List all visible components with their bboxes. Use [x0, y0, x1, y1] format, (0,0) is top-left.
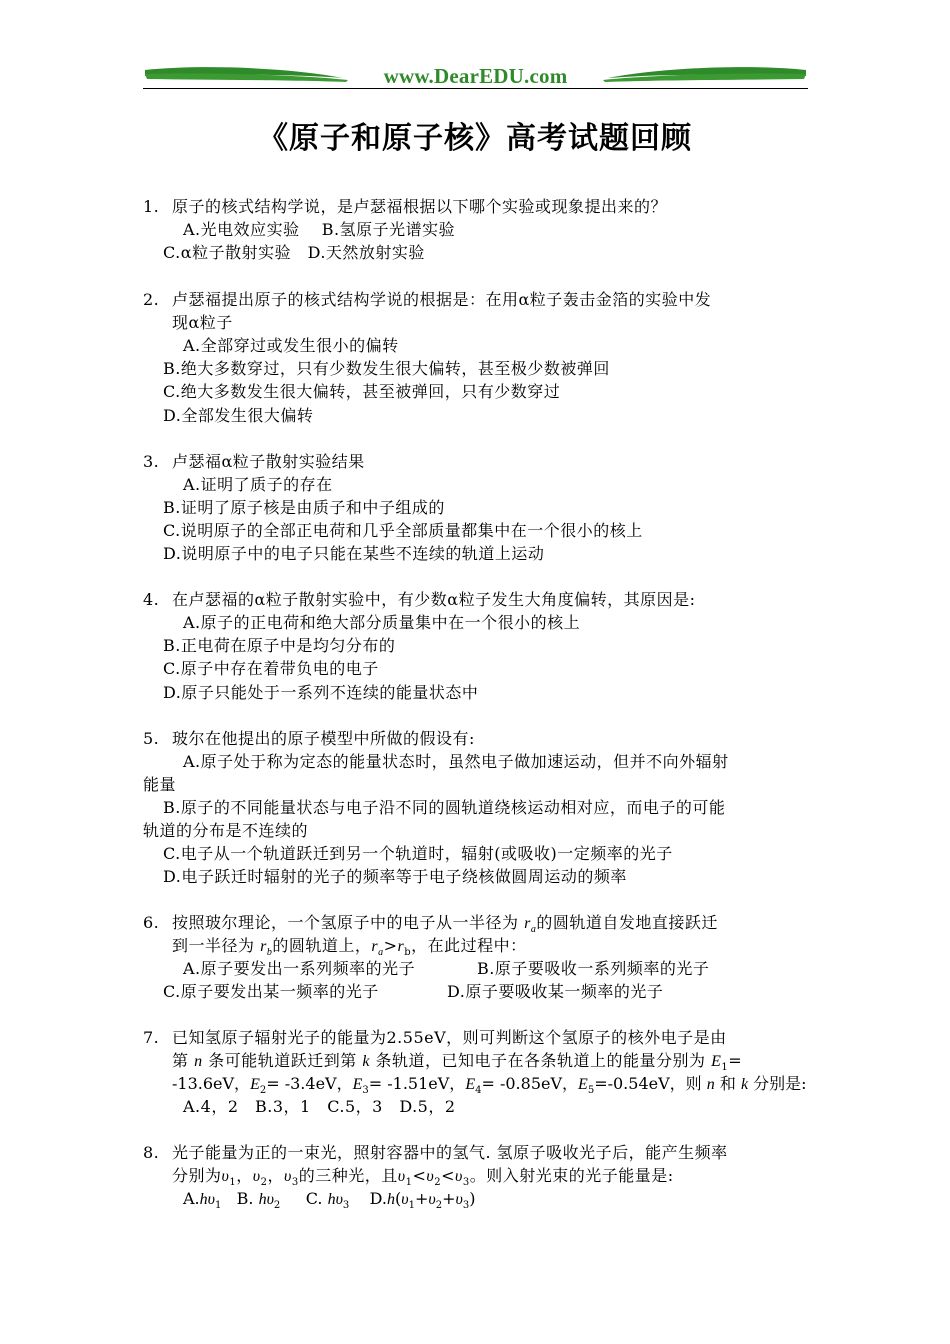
answer-options: A.4，2 B.3，1 C.5，3 D.5，2 [183, 1097, 456, 1116]
question-text: 卢瑟福α粒子散射实验结果 [172, 452, 365, 471]
answer-options: C.α粒子散射实验 D.天然放射实验 [163, 243, 425, 262]
question-text: 原子的核式结构学说，是卢瑟福根据以下哪个实验或现象提出来的？ [172, 197, 668, 216]
answer-option: D.原子要吸收某一频率的光子 [447, 982, 664, 1001]
question-number: 5. [143, 729, 160, 748]
answer-option: D.全部发生很大偏转 [163, 406, 314, 425]
question-number: 1. [143, 197, 160, 216]
answer-option-label: A. [183, 1189, 200, 1208]
question-text-part: = -0.85eV， [481, 1074, 579, 1093]
question-text-part: 条可能轨道跃迁到第 [208, 1051, 357, 1070]
question-text-part: 的圆轨道自发地直接跃迁 [536, 913, 718, 932]
site-header-banner [143, 62, 808, 94]
question-text-part: 条轨道，已知电子在各条轨道上的能量分别为 [375, 1051, 706, 1070]
answer-option: C.原子要发出某一频率的光子 [163, 982, 379, 1001]
question-text-part: 到一半径为 [172, 936, 255, 955]
answer-option: B.原子的不同能量状态与电子沿不同的圆轨道绕核运动相对应，而电子的可能 [163, 798, 726, 817]
question-text: 在卢瑟福的α粒子散射实验中，有少数α粒子发生大角度偏转，其原因是: [172, 590, 696, 609]
question-text-part: 分别为 [172, 1166, 222, 1185]
site-url: www.DearEDU.com [383, 64, 568, 88]
answer-option-continued: 轨道的分布是不连续的 [143, 821, 309, 840]
question-text-part: 按照玻尔理论，一个氢原子中的电子从一半径为 [172, 913, 519, 932]
answer-option: C.绝大多数发生很大偏转，甚至被弹回，只有少数穿过 [163, 382, 561, 401]
answer-options: A.光电效应实验 B.氢原子光谱实验 [183, 220, 456, 239]
question-text: 玻尔在他提出的原子模型中所做的假设有: [172, 729, 475, 748]
variable-n: n [194, 1053, 203, 1070]
question-text-part: = -3.4eV， [266, 1074, 353, 1093]
question-text-part: 分别是: [753, 1074, 807, 1093]
answer-options: $A.h\upsilon_1$ B. $h\upsilon_2$ C. $h\upsilon_3$ $D.h(\upsilon_1+\upsilon_2+\upsilon_3)$ [183, 1189, 476, 1212]
answer-option: A.原子的正电荷和绝大部分质量集中在一个很小的核上 [183, 613, 581, 632]
variable-k: k [362, 1053, 370, 1070]
question-text-part: 和 [719, 1074, 736, 1093]
question-text: 到一半径为 $r_b$的圆轨道上，$r_a>r_b$，在此过程中： [172, 936, 527, 959]
question-text: 卢瑟福提出原子的核式结构学说的根据是：在用α粒子轰击金箔的实验中发 [172, 290, 712, 309]
question-text: 按照玻尔理论，一个氢原子中的电子从一半径为 $r_a$的圆轨道自发地直接跃迁 [172, 913, 718, 936]
answer-option: B.正电荷在原子中是均匀分布的 [163, 636, 396, 655]
answer-option-label: D. [369, 1189, 387, 1208]
question-text-part: =-0.54eV，则 [594, 1074, 702, 1093]
question-text-part: ，在此过程中： [411, 936, 527, 955]
answer-option: D.电子跃迁时辐射的光子的频率等于电子绕核做圆周运动的频率 [163, 867, 627, 886]
question-number: 8. [143, 1143, 160, 1162]
question-number: 6. [143, 913, 160, 932]
header-rule [143, 88, 808, 89]
question-text-part: 。则入射光束的光子能量是: [469, 1166, 674, 1185]
answer-option: C.说明原子的全部正电荷和几乎全部质量都集中在一个很小的核上 [163, 521, 643, 540]
question-text-part: = -1.51eV， [368, 1074, 466, 1093]
answer-option: B.证明了原子核是由质子和中子组成的 [163, 498, 445, 517]
answer-option: C.原子中存在着带负电的电子 [163, 659, 379, 678]
answer-option: B.原子要吸收一系列频率的光子 [477, 959, 710, 978]
question-number: 3. [143, 452, 160, 471]
answer-option: A.全部穿过或发生很小的偏转 [183, 336, 399, 355]
page-title: 《原子和原子核》高考试题回顾 [258, 121, 692, 156]
question-text: -13.6eV，$E_2= -3.4eV$，$E_3= -1.51eV$，$E_4= -0.85eV$，$E_5=-0.54eV$，则 n 和 k 分别是: [172, 1074, 807, 1097]
answer-option: A.证明了质子的存在 [183, 475, 333, 494]
question-number: 2. [143, 290, 160, 309]
question-text-part: 第 [172, 1051, 189, 1070]
answer-option: A.原子处于称为定态的能量状态时，虽然电子做加速运动，但并不向外辐射 [183, 752, 729, 771]
answer-option: D.原子只能处于一系列不连续的能量状态中 [163, 683, 479, 702]
answer-option: B.绝大多数穿过，只有少数发生很大偏转，甚至极少数被弹回 [163, 359, 610, 378]
answer-option-label: C. [305, 1189, 323, 1208]
question-text: 光子能量为正的一束光，照射容器中的氢气. 氢原子吸收光子后，能产生频率 [172, 1143, 728, 1162]
question-text: 分别为$\upsilon_1$，$\upsilon_2$，$\upsilon_3$的三种光，且$\upsilon_1<\upsilon_2<\upsilon_3$。则入射光束的光子能量是: [172, 1166, 674, 1189]
question-text: 第 n 条可能轨道跃迁到第 k 条轨道，已知电子在各条轨道上的能量分别为 $E_1=$ [172, 1051, 743, 1074]
answer-option: A.原子要发出一系列频率的光子 [183, 959, 416, 978]
answer-option-continued: 能量 [143, 775, 177, 794]
answer-option: D.说明原子中的电子只能在某些不连续的轨道上运动 [163, 544, 545, 563]
question-number: 7. [143, 1028, 160, 1047]
question-text: 已知氢原子辐射光子的能量为2.55eV，则可判断这个氢原子的核外电子是由 [172, 1028, 727, 1047]
question-text: 现α粒子 [172, 313, 233, 332]
answer-option: C.电子从一个轨道跃迁到另一个轨道时，辐射(或吸收)一定频率的光子 [163, 844, 673, 863]
answer-option-label: B. [236, 1189, 254, 1208]
question-number: 4. [143, 590, 160, 609]
question-text-part: 的三种光，且 [298, 1166, 398, 1185]
question-text-part: 的圆轨道上， [272, 936, 372, 955]
question-text-part: -13.6eV， [172, 1074, 251, 1093]
